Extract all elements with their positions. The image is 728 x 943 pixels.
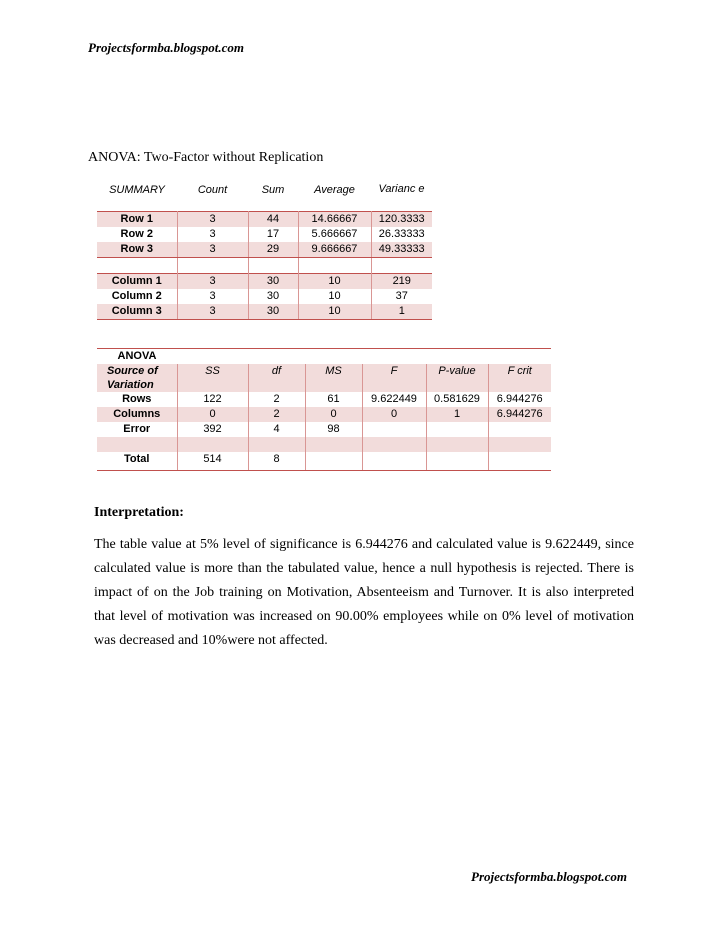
summary-header-cell: Count — [197, 184, 228, 196]
cell: 1 — [371, 304, 432, 320]
cell: 10 — [298, 274, 371, 290]
summary-header-cell: SUMMARY — [109, 184, 165, 196]
row-label: Row 3 — [97, 242, 177, 258]
column-label: Column 3 — [97, 304, 177, 320]
cell — [362, 452, 426, 471]
anova-total-row — [97, 452, 551, 471]
cell: 3 — [177, 212, 248, 228]
anova-row — [97, 392, 551, 407]
anova-header-cell: Source of Variation — [97, 364, 177, 392]
summary-table — [97, 183, 432, 320]
cell: 1 — [426, 407, 488, 422]
interpretation-title: Interpretation: — [94, 505, 184, 520]
cell: 9.666667 — [298, 242, 371, 258]
anova-spacer-row — [97, 437, 551, 452]
cell: 3 — [177, 304, 248, 320]
cell: 122 — [177, 392, 248, 407]
anova-header-cell: F crit — [488, 364, 551, 392]
cell: 8 — [248, 452, 305, 471]
cell: 514 — [177, 452, 248, 471]
cell: 3 — [177, 289, 248, 304]
cell — [305, 452, 362, 471]
cell: 98 — [305, 422, 362, 437]
summary-header-cell: Average — [314, 184, 355, 196]
cell: 0 — [362, 407, 426, 422]
cell: 2 — [248, 392, 305, 407]
cell: 3 — [177, 242, 248, 258]
cell — [488, 452, 551, 471]
source-label: Columns — [97, 407, 177, 422]
cell — [426, 452, 488, 471]
cell: 0.581629 — [426, 392, 488, 407]
source-label: Error — [97, 422, 177, 437]
summary-header-row — [97, 183, 432, 212]
cell: 3 — [177, 274, 248, 290]
summary-header-cell: Sum — [261, 184, 285, 196]
summary-spacer-row — [97, 258, 432, 274]
anova-label-row — [97, 349, 551, 365]
summary-column-row — [97, 304, 432, 320]
anova-title: ANOVA: Two-Factor without Replication — [88, 150, 324, 165]
interpretation-paragraph: The table value at 5% level of significance is 6.944276 and calculated value is 9.622449, since calculated value is more than the tabulated value, hence a null hypothesis is rejected. There is impact of on the Job training on Motivation, Absenteeism and Turnover. It is also interpreted that level of motivation was increased on 90.00% employees while on 0% level of motivation was decreased and 10%were not affected. — [94, 537, 634, 648]
anova-label: ANOVA — [97, 349, 177, 365]
row-label: Row 2 — [97, 227, 177, 242]
summary-row — [97, 227, 432, 242]
summary-row — [97, 212, 432, 228]
cell: 30 — [248, 289, 298, 304]
anova-row — [97, 422, 551, 437]
summary-column-row — [97, 289, 432, 304]
cell: 37 — [395, 290, 408, 302]
cell: 392 — [177, 422, 248, 437]
summary-header-cell: Varianc e — [378, 183, 425, 195]
cell: 6.944276 — [496, 393, 543, 405]
anova-header-row — [97, 364, 551, 392]
header-site-name: Projectsformba.blogspot.com — [88, 40, 244, 55]
cell: 49.33333 — [371, 242, 432, 258]
cell: 5.666667 — [298, 227, 371, 242]
source-label: Rows — [97, 392, 177, 407]
anova-row — [97, 407, 551, 422]
row-label: Row 1 — [97, 212, 177, 228]
cell: 26.33333 — [378, 228, 425, 240]
cell: 44 — [248, 212, 298, 228]
column-label: Column 1 — [97, 274, 177, 290]
cell — [426, 422, 488, 437]
anova-header-cell: MS — [305, 364, 362, 392]
summary-row — [97, 242, 432, 258]
footer-site-name: Projectsformba.blogspot.com — [471, 869, 627, 884]
anova-header-cell: P-value — [426, 364, 488, 392]
cell: 14.66667 — [298, 212, 371, 228]
cell: 6.944276 — [488, 407, 551, 422]
cell: 0 — [305, 407, 362, 422]
cell: 120.3333 — [371, 212, 432, 228]
cell — [362, 422, 426, 437]
cell: 3 — [177, 227, 248, 242]
cell: 4 — [248, 422, 305, 437]
summary-column-row — [97, 274, 432, 290]
anova-header-cell: F — [362, 364, 426, 392]
cell: 30 — [248, 304, 298, 320]
cell: 61 — [305, 392, 362, 407]
anova-table — [97, 348, 551, 471]
anova-header-cell: SS — [177, 364, 248, 392]
cell: 30 — [248, 274, 298, 290]
cell: 17 — [248, 227, 298, 242]
column-label: Column 2 — [97, 289, 177, 304]
cell: 10 — [298, 304, 371, 320]
cell: 2 — [248, 407, 305, 422]
anova-header-cell: df — [248, 364, 305, 392]
cell: 10 — [298, 289, 371, 304]
cell: 29 — [248, 242, 298, 258]
cell: 9.622449 — [362, 392, 426, 407]
cell — [488, 422, 551, 437]
total-label: Total — [97, 452, 177, 471]
cell: 0 — [177, 407, 248, 422]
cell: 219 — [371, 274, 432, 290]
